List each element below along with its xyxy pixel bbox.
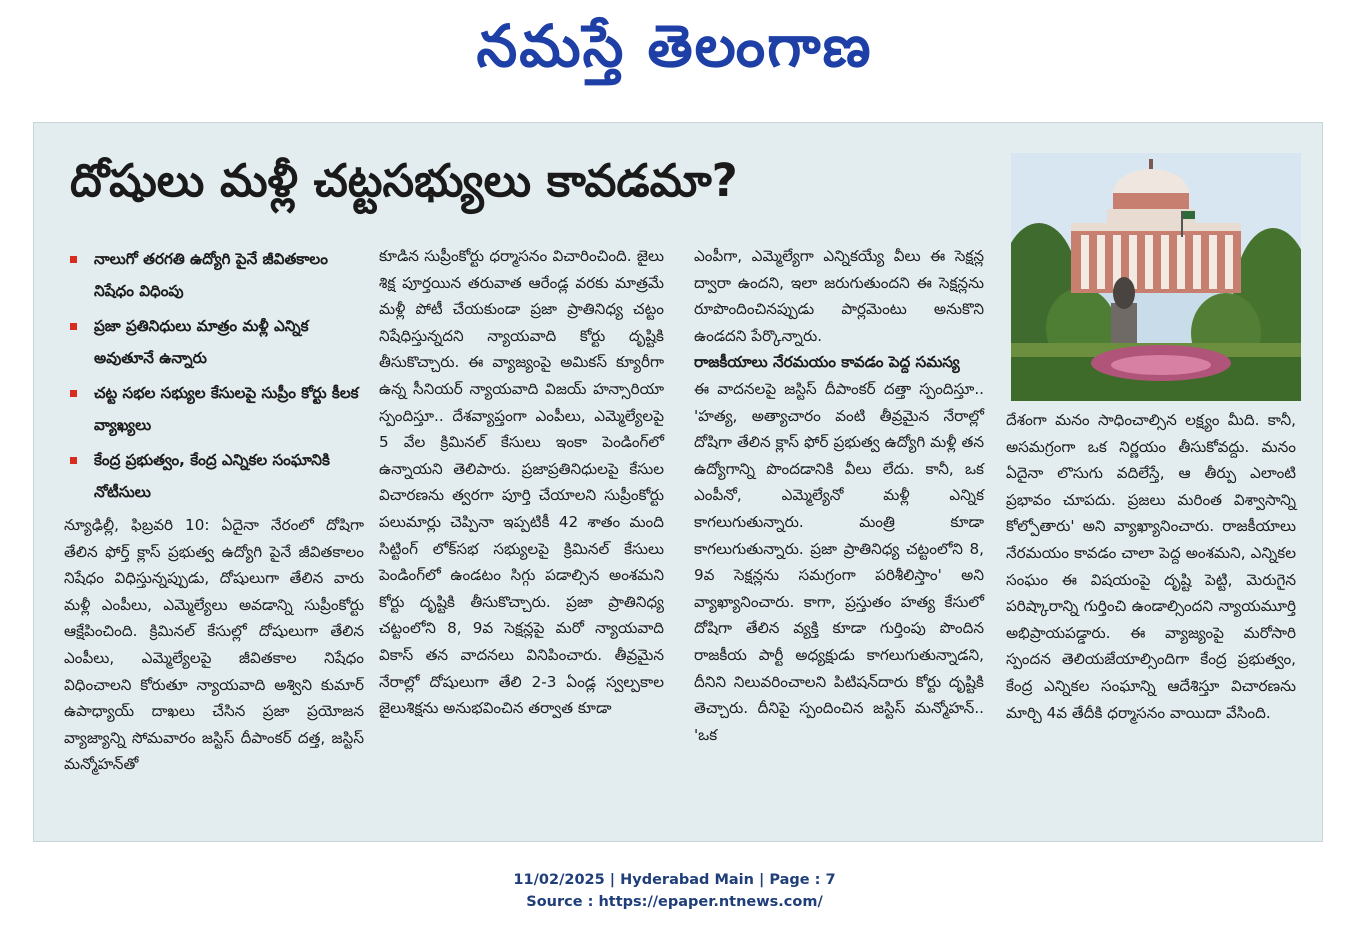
highlight-item <box>64 243 364 307</box>
masthead-title: నమస్తే తెలంగాణ <box>476 12 873 80</box>
body-text-col4: దేశంగా మనం సాధించాల్సిన లక్ష్యం మీది. కానీ, అసమగ్రంగా ఒక నిర్ణయం తీసుకోవద్దు. మనం ఏదైనా లొసుగు వదిలేస్తే, ఆ తీర్పు ఎలాంటి ప్రభావం చూపదు. ప్రజలు మరింత విశ్వాసాన్ని కోల్పోతారు' అని వ్యాఖ్యానించారు. రాజకీయాలు నేరమయం కావడం చాలా పెద్ద అంశమని, ఎన్నికల సంఘం ఈ విషయంపై దృష్టి పెట్టి, మెరుగైన పరిష్కారాన్ని గుర్తించి ఉండాల్సిందని న్యాయమూర్తి అభిప్రాయపడ్డారు. ఈ వ్యాజ్యంపై మరోసారి స్పందన తెలియజేయాల్సిందిగా కేంద్ర ప్రభుత్వం, కేంద్ర ఎన్నికల సంఘాన్ని ఆదేశిస్తూ విచారణను మార్చి 4వ తేదీకి ధర్మాసనం వాయిదా వేసింది. <box>1006 411 1296 722</box>
subheading: రాజకీయాలు నేరమయం కావడం పెద్ద సమస్య <box>694 353 960 372</box>
highlight-text: కేంద్ర ప్రభుత్వం, కేంద్ర ఎన్నికల సంఘానికి నోటీసులు <box>94 451 330 501</box>
highlight-item <box>64 310 364 374</box>
highlight-text: నాలుగో తరగతి ఉద్యోగి పైనే జీవితకాలం నిషేధం విధింపు <box>94 250 328 300</box>
red-square-bullet-icon <box>70 256 77 263</box>
red-square-bullet-icon <box>70 390 77 397</box>
body-text-col1: న్యూఢిల్లీ, ఫిబ్రవరి 10: ఏదైనా నేరంలో దోషిగా తేలిన ఫోర్త్ క్లాస్ ప్రభుత్వ ఉద్యోగి పైనే జీవితకాలం నిషేధం విధిస్తున్నప్పుడు, దోషులుగా తేలిన వారు మళ్లీ ఎంపీలు, ఎమ్మెల్యేలు అవడాన్ని సుప్రీంకోర్టు ఆక్షేపించింది. క్రిమినల్ కేసుల్లో దోషులుగా తేలిన ఎంపీలు, ఎమ్మెల్యేలపై జీవితకాల నిషేధం విధించాలని కోరుతూ న్యాయవాది అశ్విని కుమార్ ఉపాధ్యాయ్ దాఖలు చేసిన ప్రజా ప్రయోజన వ్యాజ్యాన్ని సోమవారం జస్టిస్ దీపాంకర్ దత్త, జస్టిస్ మన్మోహన్‌తో <box>64 516 364 774</box>
supreme-court-photo <box>1011 153 1301 401</box>
column-3 <box>694 243 984 748</box>
red-square-bullet-icon <box>70 457 77 464</box>
highlight-item <box>64 444 364 508</box>
highlight-item <box>64 377 364 441</box>
column-1 <box>64 243 364 778</box>
highlights-list <box>64 243 364 508</box>
headline: దోషులు మళ్లీ చట్టసభ్యులు కావడమా? <box>70 154 738 207</box>
footer-edition-info: 11/02/2025 | Hyderabad Main | Page : 7 <box>513 872 836 888</box>
red-square-bullet-icon <box>70 323 77 330</box>
body-text-col3b: ఈ వాదనలపై జస్టిస్ దీపాంకర్ దత్తా స్పందిస్తూ.. 'హత్య, అత్యాచారం వంటి తీవ్రమైన నేరాల్లో దోషిగా తేలిన క్లాస్ ఫోర్ ప్రభుత్వ ఉద్యోగి మళ్లీ తన ఉద్యోగాన్ని పొందడానికి వీలు లేదు. కానీ, ఒక ఎంపీనో, ఎమ్మెల్యేనో మళ్లీ ఎన్నిక కాగలుగుతున్నారు. మంత్రి కూడా కాగలుగుతున్నారు. ప్రజా ప్రాతినిధ్య చట్టంలోని 8, 9వ సెక్షన్లను సమగ్రంగా పరిశీలిస్తాం' అని వ్యాఖ్యానించారు. కాగా, ప్రస్తుతం హత్య కేసులో దోషిగా తేలిన వ్యక్తి కూడా గుర్తింపు పొందిన రాజకీయ పార్టీ అధ్యక్షుడు కాగలుగుతున్నాడని, దీనిని నిలువరించాలని పిటిషన్‌దారు కోర్టు దృష్టికి తెచ్చారు. దీనిపై స్పందించిన జస్టిస్ మన్మోహన్.. 'ఒక <box>694 379 984 744</box>
column-2 <box>379 243 664 722</box>
body-text-col2: కూడిన సుప్రీంకోర్టు ధర్మాసనం విచారించింది. జైలు శిక్ష పూర్తయిన తరువాత ఆరేండ్ల వరకు మాత్రమే మళ్లీ పోటీ చేయకుండా ప్రజా ప్రాతినిధ్య చట్టం నిషేధిస్తున్నదని న్యాయవాది కోర్టు దృష్టికి తీసుకొచ్చారు. ఈ వ్యాజ్యంపై అమికస్ క్యూరీగా ఉన్న సీనియర్ న్యాయవాది విజయ్ హన్సారియా స్పందిస్తూ.. దేశవ్యాప్తంగా ఎంపీలు, ఎమ్మెల్యేలపై 5 వేల క్రిమినల్ కేసులు ఇంకా పెండింగ్‌లో ఉన్నాయని తెలిపారు. ప్రజాప్రతినిధులపై కేసుల విచారణను త్వరగా పూర్తి చేయాలని సుప్రీంకోర్టు పలుమార్లు చెప్పినా ఇప్పటికీ 42 శాతం మంది సిట్టింగ్ లోక్‌సభ సభ్యులపై క్రిమినల్ కేసులు పెండింగ్‌లో ఉండటం సిగ్గు పడాల్సిన అంశమని కోర్టు దృష్టికి తీసుకొచ్చారు. ప్రజా ప్రాతినిధ్య చట్టంలోని 8, 9వ సెక్షన్లపై మరో న్యాయవాది వికాస్ తన వాదనలు వినిపించారు. తీవ్రమైన నేరాల్లో దోషులుగా తేలి 2-3 ఏండ్ల స్వల్పకాల జైలుశిక్షను అనుభవించిన తర్వాత కూడా <box>379 247 664 718</box>
body-text-col3a: ఎంపీగా, ఎమ్మెల్యేగా ఎన్నికయ్యే వీలు ఈ సెక్షన్ల ద్వారా ఉందని, ఇలా జరుగుతుందని ఈ సెక్షన్లను రూపొందించినప్పుడు పార్లమెంటు అనుకొని ఉండదని పేర్కొన్నారు. <box>694 247 984 345</box>
supreme-court-illustration <box>1011 153 1301 401</box>
article-clipping <box>33 122 1323 842</box>
footer-source-link[interactable]: Source : https://epaper.ntnews.com/ <box>526 894 823 910</box>
column-4 <box>1006 407 1296 726</box>
highlight-text: ప్రజా ప్రతినిధులు మాత్రం మళ్లీ ఎన్నిక అవుతూనే ఉన్నారు <box>94 317 309 367</box>
highlight-text: చట్ట సభల సభ్యుల కేసులపై సుప్రీం కోర్టు కీలక వ్యాఖ్యలు <box>94 384 359 434</box>
